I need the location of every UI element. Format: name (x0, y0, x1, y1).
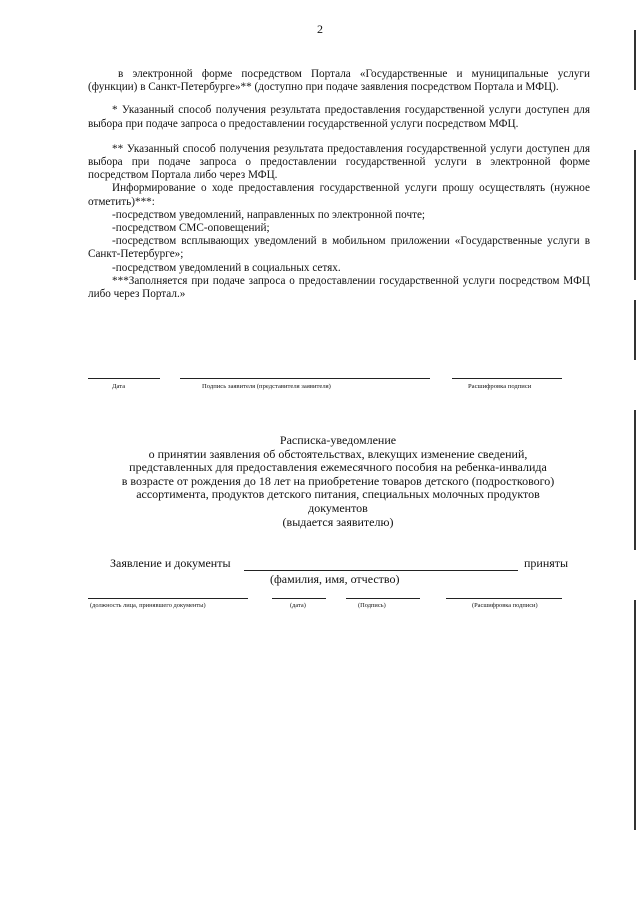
receipt-date-label: (дата) (290, 602, 306, 609)
receipt-date-line (272, 598, 326, 599)
transcript-line (452, 378, 562, 379)
fio-label: (фамилия, имя, отчество) (270, 572, 400, 586)
applicant-prefix: Заявление и документы (110, 556, 231, 570)
date-line (88, 378, 160, 379)
receipt-block (88, 434, 588, 529)
applicant-name-line (244, 570, 518, 571)
applicant-suffix: приняты (524, 556, 569, 570)
footnote-three-stars: ***Заполняется при подаче запроса о предоставлении государственной услуги посредством МФЦ либо через Портал.» (88, 274, 590, 301)
receipt-title: Расписка-уведомление (279, 433, 397, 447)
scan-edge-mark (634, 600, 636, 830)
page-number: 2 (317, 22, 323, 36)
receipt-line-1: о принятии заявления об обстоятельствах, влекущих изменение сведений, (148, 446, 528, 461)
paragraph-informing: Информирование о ходе предоставления государственной услуги прошу осуществлять (нужное отметить)***: (88, 182, 590, 208)
receipt-line-6: (выдается заявителю) (282, 514, 394, 529)
receipt-line-4: ассортимента, продуктов детского питания, специальных молочных продуктов (136, 487, 540, 502)
footnote-one-star: * Указанный способ получения результата предоставления государственной услуги доступен для выбора при подаче запроса о предоставлении государственной услуги посредством МФЦ. (88, 104, 590, 130)
option-mobile-app: -посредством всплывающих уведомлений в мобильном приложении «Государственные услуги в Санкт-Петербурге»; (88, 235, 590, 261)
receipt-signature-label: (Подпись) (358, 602, 386, 609)
scan-edge-mark (634, 150, 636, 280)
receipt-line-5: документов (308, 500, 368, 515)
scan-edge-mark (634, 410, 636, 550)
receipt-signature-line (346, 598, 420, 599)
scan-edge-mark (634, 30, 636, 90)
receipt-transcript-line (446, 598, 562, 599)
option-sms: -посредством СМС-оповещений; (112, 222, 270, 235)
position-label: (должность лица, принявшего документы) (90, 602, 206, 609)
receipt-transcript-label: (Расшифровка подписи) (472, 602, 538, 609)
receipt-line-3: в возрасте от рождения до 18 лет на приобретение товаров детского (подросткового) (121, 473, 555, 488)
receipt-line-2: представленных для предоставления ежемесячного пособия на ребенка-инвалида (129, 460, 547, 475)
transcript-label: Расшифровка подписи (468, 383, 532, 390)
footnote-two-stars: ** Указанный способ получения результата предоставления государственной услуги доступен для выбора при подаче запроса о предоставлении государственной услуги в электронной форме посредством Портала либо через МФЦ. (88, 142, 590, 182)
date-label: Дата (112, 383, 126, 390)
option-email: -посредством уведомлений, направленных по электронной почте; (112, 208, 426, 221)
scan-edge-mark (634, 300, 636, 360)
position-line (88, 598, 248, 599)
option-social: -посредством уведомлений в социальных сетях. (112, 261, 341, 274)
body-text (88, 68, 590, 301)
paragraph-portal: в электронной форме посредством Портала «Государственные и муниципальные услуги (функции) в Санкт-Петербурге»** (доступно при подаче заявления посредством Портала и МФЦ). (88, 68, 590, 94)
signature-label: Подпись заявителя (представителя заявителя) (202, 383, 331, 390)
signature-line (180, 378, 430, 379)
